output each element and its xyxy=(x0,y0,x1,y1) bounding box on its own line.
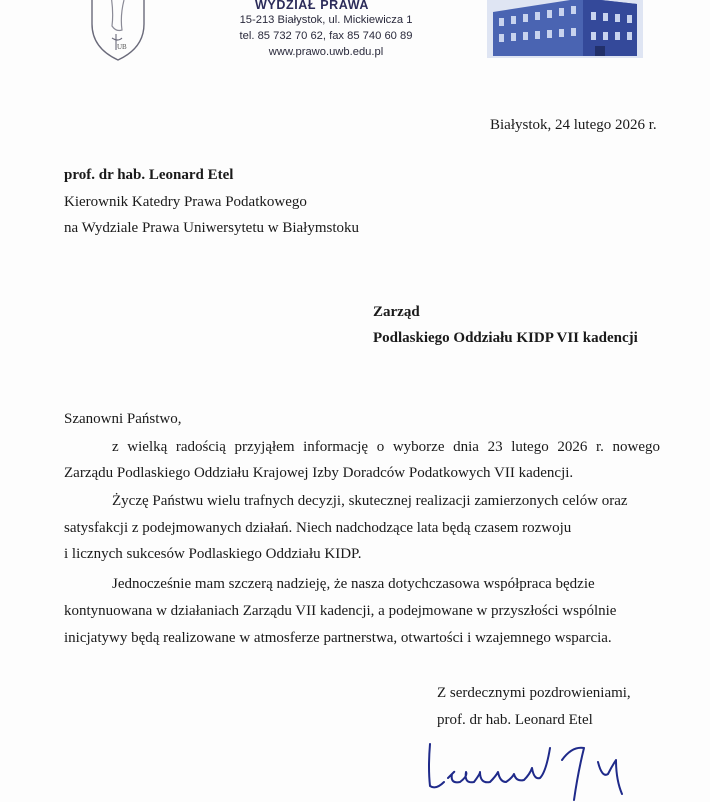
paragraph-3-line-3: inicjatywy będą realizowane w atmosferze partnerstwa, otwartości i wzajemnego wsparcia. xyxy=(64,630,612,646)
letter-date: Białystok, 24 lutego 2026 r. xyxy=(490,117,657,133)
recipient-line-2: Podlaskiego Oddziału KIDP VII kadencji xyxy=(373,330,638,346)
closing-name: prof. dr hab. Leonard Etel xyxy=(437,712,593,728)
paragraph-2-line-2: satysfakcji z podejmowanych działań. Niech nadchodzące lata będą czasem rozwoju xyxy=(64,520,572,536)
paragraph-1-line-1: z wielką radością przyjąłem informację o wyborze dnia 23 lutego 2026 r. nowego xyxy=(112,439,660,455)
sender-name: prof. dr hab. Leonard Etel xyxy=(64,167,234,183)
paragraph-2-line-1: Życzę Państwu wielu trafnych decyzji, skutecznej realizacji zamierzonych celów oraz xyxy=(112,493,628,509)
faculty-address: 15-213 Białystok, ul. Mickiewicza 1 xyxy=(239,14,413,26)
university-crest-icon xyxy=(86,0,150,62)
paragraph-2-line-3: i licznych sukcesów Podlaskiego Oddziału KIDP. xyxy=(64,546,362,562)
paragraph-3-line-1: Jednocześnie mam szczerą nadzieję, że nasza dotychczasowa współpraca będzie xyxy=(112,576,595,592)
faculty-name: WYDZIAŁ PRAWA xyxy=(255,0,370,12)
faculty-phone-fax: tel. 85 732 70 62, fax 85 740 60 89 xyxy=(239,30,413,42)
svg-text:UB: UB xyxy=(117,43,127,51)
faculty-website: www.prawo.uwb.edu.pl xyxy=(268,46,384,58)
handwritten-signature-image xyxy=(422,738,644,802)
closing-greeting: Z serdecznymi pozdrowieniami, xyxy=(437,685,631,701)
recipient-line-1: Zarząd xyxy=(373,304,420,320)
sender-unit: na Wydziale Prawa Uniwersytetu w Białymstoku xyxy=(64,220,360,236)
faculty-building-image xyxy=(487,0,643,58)
paragraph-3-line-2: kontynuowana w działaniach Zarządu VII kadencji, a podejmowane w przyszłości wspólnie xyxy=(64,603,617,619)
sender-position: Kierownik Katedry Prawa Podatkowego xyxy=(64,194,307,210)
paragraph-1-line-2: Zarządu Podlaskiego Oddziału Krajowej Izby Doradców Podatkowych VII kadencji. xyxy=(64,465,574,481)
salutation: Szanowni Państwo, xyxy=(64,411,182,427)
